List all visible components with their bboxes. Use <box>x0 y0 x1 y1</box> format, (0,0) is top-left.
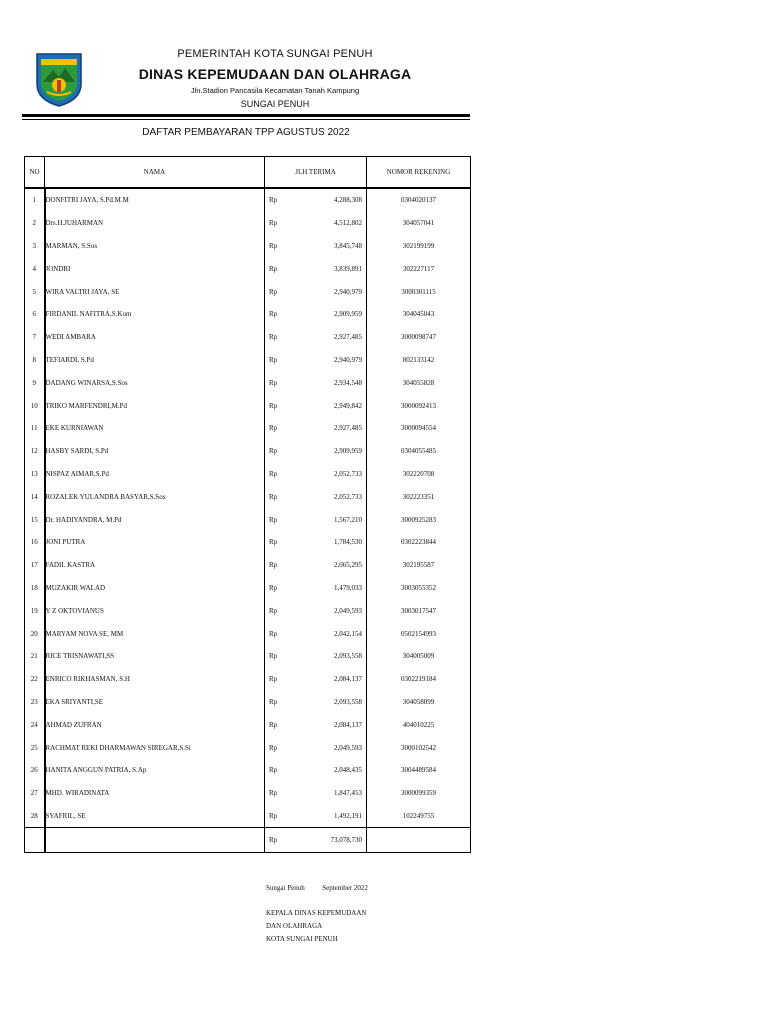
row-no: 2 <box>25 212 45 235</box>
row-currency: Rp <box>269 538 278 547</box>
table-row <box>25 759 471 782</box>
row-nama: JONI PUTRA <box>45 531 265 554</box>
row-amount: 1,567,210 <box>334 515 362 524</box>
row-no: 11 <box>25 417 45 440</box>
row-currency: Rp <box>269 310 278 319</box>
row-currency: Rp <box>269 401 278 410</box>
table-row <box>25 280 471 303</box>
row-amount: 1,784,530 <box>334 538 362 547</box>
row-amount: 1,492,191 <box>334 811 362 820</box>
table-row <box>25 463 471 486</box>
row-rekening: 3000094554 <box>367 417 471 440</box>
table-row <box>25 713 471 736</box>
row-rekening: 302220708 <box>367 463 471 486</box>
table-row <box>25 782 471 805</box>
row-nama: RACHMAT REKI DHARMAWAN SIREGAR,S.Si <box>45 736 265 759</box>
header-nomor-rekening: NOMOR REKENING <box>367 157 471 189</box>
table-row <box>25 303 471 326</box>
row-nama: ENRICO RIKHASMAN, S.H <box>45 668 265 691</box>
row-nama: SYAFRIL, SE <box>45 805 265 828</box>
row-amount: 3,845,748 <box>334 241 362 250</box>
row-currency: Rp <box>269 583 278 592</box>
row-nama: DONFITRI JAYA, S.Pd.M.M <box>45 188 265 212</box>
row-nama: RICE TRISNAWATI,SS <box>45 645 265 668</box>
row-no: 25 <box>25 736 45 759</box>
header-nama: NAMA <box>45 157 265 189</box>
row-no: 16 <box>25 531 45 554</box>
row-no: 15 <box>25 508 45 531</box>
row-currency: Rp <box>269 355 278 364</box>
row-currency: Rp <box>269 515 278 524</box>
row-rekening: 302195587 <box>367 554 471 577</box>
row-amount: 2,927,485 <box>334 333 362 342</box>
row-rekening: 0302219184 <box>367 668 471 691</box>
table-row <box>25 577 471 600</box>
row-currency: Rp <box>269 264 278 273</box>
row-rekening: 304005009 <box>367 645 471 668</box>
row-currency: Rp <box>269 424 278 433</box>
header-rule-thick <box>22 114 470 117</box>
row-rekening: 304055828 <box>367 371 471 394</box>
row-no: 5 <box>25 280 45 303</box>
row-no: 7 <box>25 326 45 349</box>
table-row <box>25 371 471 394</box>
row-nama: FADIL KASTRA <box>45 554 265 577</box>
row-nama: AHMAD ZUFRAN <box>45 713 265 736</box>
table-row <box>25 805 471 828</box>
row-amount: 2,949,842 <box>334 401 362 410</box>
row-no: 23 <box>25 691 45 714</box>
row-currency: Rp <box>269 652 278 661</box>
payment-table <box>24 156 471 853</box>
row-no: 6 <box>25 303 45 326</box>
row-rekening: 304045043 <box>367 303 471 326</box>
row-nama: HANITA ANGGUN PATRIA, S.Ap <box>45 759 265 782</box>
row-amount: 2,084,137 <box>334 720 362 729</box>
signature-month: September 2022 <box>322 884 368 892</box>
table-row <box>25 554 471 577</box>
row-amount: 2,049,593 <box>334 743 362 752</box>
row-amount: 2,065,295 <box>334 561 362 570</box>
row-no: 26 <box>25 759 45 782</box>
document-title: DAFTAR PEMBAYARAN TPP AGUSTUS 2022 <box>142 127 350 138</box>
row-amount: 2,052,733 <box>334 469 362 478</box>
table-row <box>25 531 471 554</box>
row-nama: WEDI AMBARA <box>45 326 265 349</box>
row-nama: JONDRI <box>45 257 265 280</box>
table-row <box>25 257 471 280</box>
row-rekening: 3000301115 <box>367 280 471 303</box>
row-no: 12 <box>25 440 45 463</box>
row-amount: 2,048,435 <box>334 766 362 775</box>
row-amount: 2,049,593 <box>334 606 362 615</box>
row-rekening: 3003017547 <box>367 599 471 622</box>
row-currency: Rp <box>269 333 278 342</box>
total-amount: 73,078,730 <box>330 836 362 845</box>
table-row <box>25 349 471 372</box>
total-row <box>25 828 471 853</box>
row-no: 19 <box>25 599 45 622</box>
table-row <box>25 622 471 645</box>
table-row <box>25 508 471 531</box>
signature-line-2: DAN OLAHRAGA <box>266 922 323 930</box>
row-no: 20 <box>25 622 45 645</box>
row-nama: DADANG WINARSA,S.Sos <box>45 371 265 394</box>
row-currency: Rp <box>269 720 278 729</box>
row-nama: TRIKO MARFENDRI,M.Pd <box>45 394 265 417</box>
row-amount: 2,084,137 <box>334 675 362 684</box>
row-nama: MARMAN, S.Sos <box>45 235 265 258</box>
row-amount: 2,934,548 <box>334 378 362 387</box>
header-no: NO <box>25 157 45 189</box>
row-amount: 2,909,959 <box>334 447 362 456</box>
row-currency: Rp <box>269 469 278 478</box>
row-rekening: 404010225 <box>367 713 471 736</box>
signature-place: Sungai Penuh <box>266 884 305 892</box>
row-nama: Drs.H.JUHARMAN <box>45 212 265 235</box>
header-rule-thin <box>22 119 470 120</box>
row-no: 9 <box>25 371 45 394</box>
row-no: 4 <box>25 257 45 280</box>
table-row <box>25 417 471 440</box>
row-amount: 2,927,485 <box>334 424 362 433</box>
row-currency: Rp <box>269 447 278 456</box>
row-amount: 2,042,154 <box>334 629 362 638</box>
row-currency: Rp <box>269 287 278 296</box>
row-nama: ROZALEK YULANDRA BASYAR,S.Sos <box>45 485 265 508</box>
row-nama: EKA SRIYANTI,SE <box>45 691 265 714</box>
row-amount: 2,940,979 <box>334 287 362 296</box>
row-amount: 2,052,733 <box>334 492 362 501</box>
row-amount: 4,512,802 <box>334 219 362 228</box>
row-amount: 4,288,308 <box>334 196 362 205</box>
row-currency: Rp <box>269 811 278 820</box>
row-no: 24 <box>25 713 45 736</box>
row-amount: 2,093,558 <box>334 652 362 661</box>
row-nama: TEFIARDI, S.Pd <box>45 349 265 372</box>
row-rekening: 3000098747 <box>367 326 471 349</box>
row-amount: 2,909,959 <box>334 310 362 319</box>
row-currency: Rp <box>269 697 278 706</box>
row-no: 18 <box>25 577 45 600</box>
row-amount: 1,479,033 <box>334 583 362 592</box>
row-currency: Rp <box>269 789 278 798</box>
row-no: 27 <box>25 782 45 805</box>
table-header-row <box>25 157 471 189</box>
row-currency: Rp <box>269 196 278 205</box>
row-amount: 2,940,979 <box>334 355 362 364</box>
signature-line-1: KEPALA DINAS KEPEMUDAAN <box>266 909 367 917</box>
row-rekening: 3003055352 <box>367 577 471 600</box>
row-rekening: 0304020137 <box>367 188 471 212</box>
table-row <box>25 691 471 714</box>
row-rekening: 0302223844 <box>367 531 471 554</box>
row-currency: Rp <box>269 675 278 684</box>
row-no: 8 <box>25 349 45 372</box>
table-row <box>25 212 471 235</box>
table-row <box>25 326 471 349</box>
table-row <box>25 188 471 212</box>
signature-date <box>266 884 368 892</box>
agency-name: DINAS KEPEMUDAAN DAN OLAHRAGA <box>138 66 412 82</box>
row-rekening: 3000102542 <box>367 736 471 759</box>
row-currency: Rp <box>269 492 278 501</box>
row-currency: Rp <box>269 561 278 570</box>
row-rekening: 3004489584 <box>367 759 471 782</box>
row-nama: MHD. WIRADINATA <box>45 782 265 805</box>
signature-line-3: KOTA SUNGAI PENUH <box>266 935 338 943</box>
row-rekening: 0304055485 <box>367 440 471 463</box>
row-no: 14 <box>25 485 45 508</box>
row-nama: NISPAZ AIMAR,S.Pd <box>45 463 265 486</box>
agency-city: SUNGAI PENUH <box>240 99 310 109</box>
row-rekening: 302199199 <box>367 235 471 258</box>
row-nama: Y Z OKTOVIANUS <box>45 599 265 622</box>
row-no: 3 <box>25 235 45 258</box>
row-rekening: 304058099 <box>367 691 471 714</box>
table-row <box>25 394 471 417</box>
table-row <box>25 668 471 691</box>
row-rekening: 3000099359 <box>367 782 471 805</box>
city-emblem-icon <box>33 50 85 108</box>
row-currency: Rp <box>269 606 278 615</box>
row-rekening: 304057041 <box>367 212 471 235</box>
row-currency: Rp <box>269 743 278 752</box>
table-row <box>25 645 471 668</box>
row-amount: 3,839,891 <box>334 264 362 273</box>
row-no: 13 <box>25 463 45 486</box>
table-row <box>25 736 471 759</box>
row-rekening: 3000092413 <box>367 394 471 417</box>
table-row <box>25 440 471 463</box>
row-currency: Rp <box>269 378 278 387</box>
table-row <box>25 599 471 622</box>
row-no: 21 <box>25 645 45 668</box>
row-rekening: 3000925283 <box>367 508 471 531</box>
row-amount: 1,847,453 <box>334 789 362 798</box>
row-nama: MUZAKIR WALAD <box>45 577 265 600</box>
row-nama: MARYAM NOVA SE, MM <box>45 622 265 645</box>
agency-address: Jln.Stadion Pancasila Kecamatan Tanah Kampung <box>190 86 360 95</box>
header-jlh-terima: JLH TERIMA <box>265 157 367 189</box>
row-no: 17 <box>25 554 45 577</box>
row-currency: Rp <box>269 629 278 638</box>
row-rekening: 802133142 <box>367 349 471 372</box>
row-nama: HASBY SARDI, S.Pd <box>45 440 265 463</box>
row-nama: Dr. HADIYANDRA, M.Pd <box>45 508 265 531</box>
table-row <box>25 235 471 258</box>
row-amount: 2,093,558 <box>334 697 362 706</box>
government-line: PEMERINTAH KOTA SUNGAI PENUH <box>177 48 373 60</box>
row-currency: Rp <box>269 219 278 228</box>
total-currency: Rp <box>269 836 278 845</box>
row-no: 10 <box>25 394 45 417</box>
row-nama: FIRDANIL NAFITRA,S.Kom <box>45 303 265 326</box>
row-no: 1 <box>25 188 45 212</box>
row-currency: Rp <box>269 241 278 250</box>
table-row <box>25 485 471 508</box>
row-rekening: 102249755 <box>367 805 471 828</box>
row-rekening: 302223351 <box>367 485 471 508</box>
row-no: 28 <box>25 805 45 828</box>
row-nama: WIRA VALTRI JAYA, SE <box>45 280 265 303</box>
row-no: 22 <box>25 668 45 691</box>
row-nama: EKE KURNIAWAN <box>45 417 265 440</box>
row-currency: Rp <box>269 766 278 775</box>
row-rekening: 302227117 <box>367 257 471 280</box>
row-rekening: 0502154993 <box>367 622 471 645</box>
